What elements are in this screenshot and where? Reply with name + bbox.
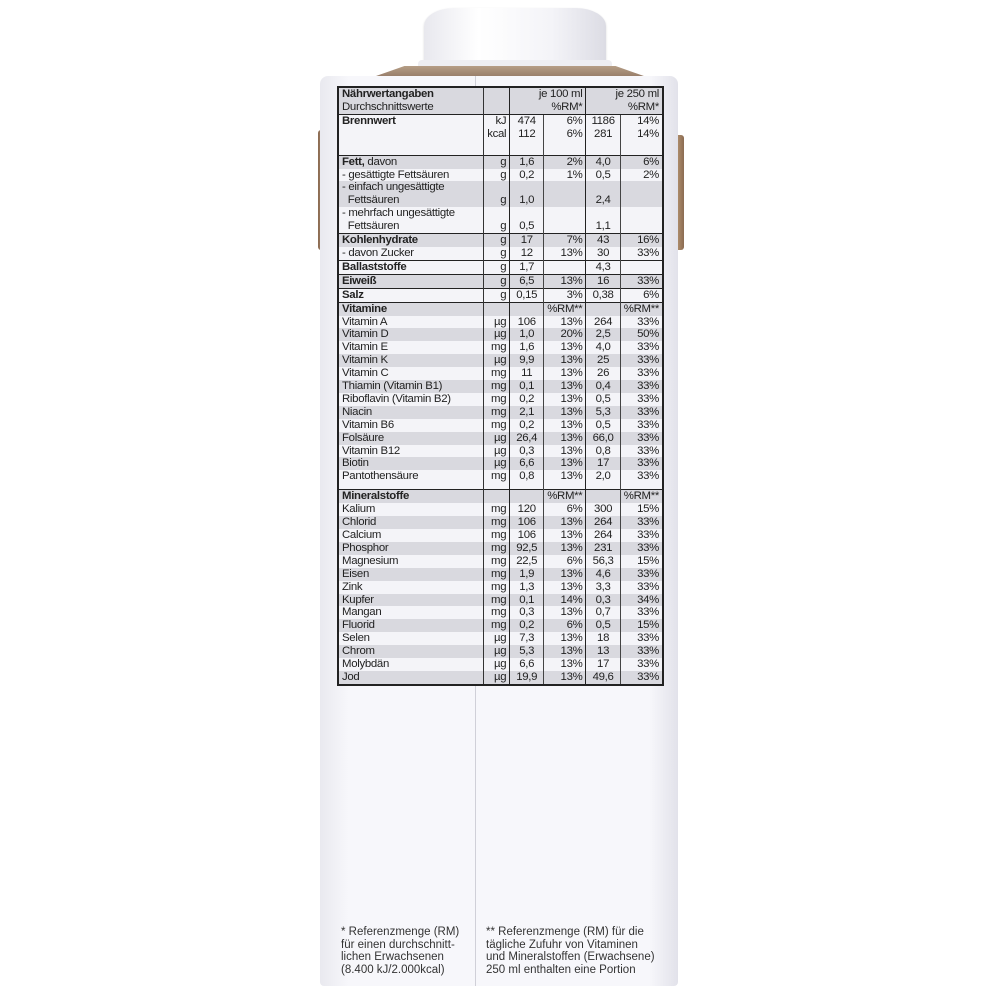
rm-250ml: 33%: [620, 542, 663, 555]
nutrient-name: Molybdän: [338, 658, 484, 671]
value-100ml: 0,2: [510, 393, 544, 406]
unit-cell: g: [484, 155, 510, 168]
table-row: [338, 419, 663, 432]
value-100ml: 0,1: [510, 594, 544, 607]
nutrient-name: Zink: [338, 581, 484, 594]
unit-cell: kcal: [484, 128, 510, 155]
table-title: Nährwertangaben Durchschnittswerte: [338, 87, 484, 114]
rm-100ml: %RM**: [544, 490, 586, 503]
rm-100ml: [544, 260, 586, 274]
rm-250ml: 33%: [620, 419, 663, 432]
table-row: [338, 155, 663, 168]
table-row: [338, 671, 663, 685]
value-250ml: 16: [586, 274, 620, 288]
rm-250ml: [620, 181, 663, 207]
footnote-line: lichen Erwachsenen: [341, 951, 444, 964]
nutrient-name: Vitamine: [338, 302, 484, 315]
rm-100ml: [544, 207, 586, 233]
rm-100ml: 13%: [544, 529, 586, 542]
unit-cell: g: [484, 234, 510, 247]
table-row: [338, 169, 663, 182]
value-250ml: 0,5: [586, 393, 620, 406]
value-100ml: 0,15: [510, 288, 544, 302]
value-250ml: 1186: [586, 114, 620, 127]
unit-cell: g: [484, 169, 510, 182]
table-row: [338, 516, 663, 529]
value-100ml: 0,2: [510, 419, 544, 432]
value-100ml: 1,9: [510, 568, 544, 581]
table-row: [338, 380, 663, 393]
nutrient-name: Thiamin (Vitamin B1): [338, 380, 484, 393]
rm-250ml: [620, 207, 663, 233]
unit-cell: mg: [484, 419, 510, 432]
nutrient-name: Pantothensäure: [338, 470, 484, 489]
value-100ml: 106: [510, 529, 544, 542]
value-250ml: 13: [586, 645, 620, 658]
rm-100ml: 13%: [544, 645, 586, 658]
value-250ml: 2,4: [586, 181, 620, 207]
rm-250ml: 33%: [620, 367, 663, 380]
nutrient-name: Folsäure: [338, 432, 484, 445]
unit-cell: µg: [484, 354, 510, 367]
value-100ml: 26,4: [510, 432, 544, 445]
nutrient-name: Mangan: [338, 606, 484, 619]
rm-100ml: 13%: [544, 274, 586, 288]
nutrition-table: [337, 86, 664, 686]
rm-250ml: [620, 260, 663, 274]
value-100ml: 112: [510, 128, 544, 155]
rm-250ml: 33%: [620, 632, 663, 645]
value-100ml: 6,6: [510, 457, 544, 470]
unit-cell: mg: [484, 581, 510, 594]
rm-100ml: 6%: [544, 503, 586, 516]
value-250ml: 264: [586, 516, 620, 529]
nutrient-name: Eisen: [338, 568, 484, 581]
rm-250ml: 34%: [620, 594, 663, 607]
rm-100ml: 13%: [544, 445, 586, 458]
value-100ml: 5,3: [510, 645, 544, 658]
footnote-line: (8.400 kJ/2.000kcal): [341, 963, 445, 976]
rm-100ml: 13%: [544, 568, 586, 581]
nutrient-name: Vitamin C: [338, 367, 484, 380]
rm-100ml: 13%: [544, 457, 586, 470]
table-row: [338, 234, 663, 247]
bottle-cap: [424, 8, 606, 66]
col-header-250ml: je 250 ml %RM*: [586, 87, 663, 114]
rm-250ml: 15%: [620, 503, 663, 516]
table-row: [338, 645, 663, 658]
table-row: [338, 606, 663, 619]
value-250ml: 264: [586, 316, 620, 329]
nutrient-name: Kalium: [338, 503, 484, 516]
value-100ml: 106: [510, 516, 544, 529]
value-250ml: 0,5: [586, 169, 620, 182]
rm-100ml: 13%: [544, 316, 586, 329]
rm-250ml: 15%: [620, 619, 663, 632]
rm-100ml: 6%: [544, 114, 586, 127]
nutrient-name: Fett, davon: [338, 155, 484, 168]
unit-cell: mg: [484, 367, 510, 380]
unit-cell: g: [484, 274, 510, 288]
rm-250ml: 33%: [620, 568, 663, 581]
nutrient-name: Vitamin B12: [338, 445, 484, 458]
rm-250ml: 33%: [620, 516, 663, 529]
value-100ml: 6,6: [510, 658, 544, 671]
rm-250ml: 6%: [620, 288, 663, 302]
unit-cell: mg: [484, 594, 510, 607]
unit-cell: mg: [484, 470, 510, 489]
unit-cell: µg: [484, 671, 510, 685]
value-250ml: 18: [586, 632, 620, 645]
nutrient-name: Fluorid: [338, 619, 484, 632]
table-row: [338, 302, 663, 315]
value-100ml: 0,8: [510, 470, 544, 489]
table-row: [338, 432, 663, 445]
table-row: [338, 207, 663, 233]
nutrient-name: Eiweiß: [338, 274, 484, 288]
footnote-line: tägliche Zufuhr von Vitaminen: [486, 938, 638, 951]
rm-250ml: 33%: [620, 606, 663, 619]
value-100ml: 1,0: [510, 328, 544, 341]
value-100ml: 120: [510, 503, 544, 516]
value-250ml: 3,3: [586, 581, 620, 594]
unit-cell: mg: [484, 568, 510, 581]
rm-250ml: 33%: [620, 380, 663, 393]
table-row: [338, 393, 663, 406]
rm-100ml: [544, 181, 586, 207]
value-100ml: 0,3: [510, 606, 544, 619]
nutrient-name: Calcium: [338, 529, 484, 542]
value-250ml: 4,0: [586, 341, 620, 354]
rm-250ml: 33%: [620, 457, 663, 470]
unit-header: [484, 87, 510, 114]
unit-cell: g: [484, 181, 510, 207]
footnote-line: * Referenzmenge (RM): [341, 926, 460, 938]
rm-250ml: 6%: [620, 155, 663, 168]
rm-100ml: 14%: [544, 594, 586, 607]
value-250ml: 2,5: [586, 328, 620, 341]
unit-cell: mg: [484, 341, 510, 354]
rm-250ml: 14%: [620, 128, 663, 155]
rm-100ml: 2%: [544, 155, 586, 168]
unit-cell: mg: [484, 516, 510, 529]
rm-100ml: 3%: [544, 288, 586, 302]
footnote-line: für einen durchschnitt-: [341, 938, 455, 951]
footnote-line: und Mineralstoffen (Erwachsene): [486, 951, 655, 964]
rm-100ml: 13%: [544, 658, 586, 671]
unit-cell: mg: [484, 542, 510, 555]
rm-250ml: 33%: [620, 529, 663, 542]
rm-100ml: 6%: [544, 128, 586, 155]
rm-100ml: 13%: [544, 380, 586, 393]
rm-100ml: 13%: [544, 354, 586, 367]
nutrient-name: Ballaststoffe: [338, 260, 484, 274]
value-100ml: 12: [510, 247, 544, 260]
unit-cell: mg: [484, 555, 510, 568]
table-row: [338, 128, 663, 155]
unit-cell: µg: [484, 316, 510, 329]
table-row: [338, 568, 663, 581]
nutrient-name: Brennwert: [338, 114, 484, 127]
table-row: [338, 247, 663, 260]
nutrient-name: Kupfer: [338, 594, 484, 607]
value-250ml: 0,7: [586, 606, 620, 619]
value-250ml: 281: [586, 128, 620, 155]
table-row: [338, 260, 663, 274]
value-100ml: 1,6: [510, 155, 544, 168]
value-250ml: 264: [586, 529, 620, 542]
rm-100ml: 13%: [544, 341, 586, 354]
table-row: [338, 490, 663, 503]
unit-cell: µg: [484, 645, 510, 658]
value-250ml: 1,1: [586, 207, 620, 233]
value-100ml: 11: [510, 367, 544, 380]
value-100ml: 1,6: [510, 341, 544, 354]
unit-cell: g: [484, 207, 510, 233]
nutrient-name: - mehrfach ungesättigte Fettsäuren: [338, 207, 484, 233]
unit-cell: mg: [484, 406, 510, 419]
unit-cell: µg: [484, 658, 510, 671]
table-row: [338, 367, 663, 380]
value-250ml: 0,3: [586, 594, 620, 607]
rm-250ml: 33%: [620, 316, 663, 329]
unit-cell: g: [484, 288, 510, 302]
rm-250ml: 33%: [620, 470, 663, 489]
rm-250ml: 33%: [620, 581, 663, 594]
unit-cell: mg: [484, 503, 510, 516]
rm-100ml: 13%: [544, 542, 586, 555]
rm-250ml: 2%: [620, 169, 663, 182]
rm-100ml: 1%: [544, 169, 586, 182]
rm-100ml: 13%: [544, 432, 586, 445]
rm-100ml: 13%: [544, 367, 586, 380]
value-250ml: 5,3: [586, 406, 620, 419]
value-100ml: 7,3: [510, 632, 544, 645]
value-100ml: 6,5: [510, 274, 544, 288]
nutrient-name: Magnesium: [338, 555, 484, 568]
rm-100ml: 13%: [544, 419, 586, 432]
nutrient-name: - einfach ungesättigte Fettsäuren: [338, 181, 484, 207]
table-row: [338, 445, 663, 458]
rm-250ml: 33%: [620, 671, 663, 685]
col-header-100ml: je 100 ml %RM*: [510, 87, 586, 114]
rm-250ml: 33%: [620, 658, 663, 671]
value-100ml: 106: [510, 316, 544, 329]
value-100ml: 0,2: [510, 169, 544, 182]
footnote-reference-adult: [341, 926, 481, 976]
footnote-reference-vitamins: [486, 926, 666, 976]
value-100ml: 17: [510, 234, 544, 247]
nutrient-name: - davon Zucker: [338, 247, 484, 260]
unit-cell: g: [484, 247, 510, 260]
value-250ml: 30: [586, 247, 620, 260]
table-row: [338, 581, 663, 594]
table-row: [338, 328, 663, 341]
nutrient-name: Phosphor: [338, 542, 484, 555]
nutrient-name: Selen: [338, 632, 484, 645]
value-100ml: 1,0: [510, 181, 544, 207]
value-250ml: 43: [586, 234, 620, 247]
rm-250ml: 33%: [620, 393, 663, 406]
value-250ml: 4,6: [586, 568, 620, 581]
nutrient-name: - gesättigte Fettsäuren: [338, 169, 484, 182]
value-250ml: 25: [586, 354, 620, 367]
value-100ml: [510, 490, 544, 503]
unit-cell: [484, 490, 510, 503]
rm-100ml: 13%: [544, 671, 586, 685]
value-250ml: 0,8: [586, 445, 620, 458]
table-row: [338, 542, 663, 555]
table-row: [338, 555, 663, 568]
value-100ml: 0,1: [510, 380, 544, 393]
rm-250ml: 14%: [620, 114, 663, 127]
value-250ml: 66,0: [586, 432, 620, 445]
rm-250ml: 33%: [620, 432, 663, 445]
value-100ml: 1,3: [510, 581, 544, 594]
nutrient-name: Vitamin D: [338, 328, 484, 341]
rm-100ml: 13%: [544, 393, 586, 406]
value-100ml: 22,5: [510, 555, 544, 568]
nutrient-name: Vitamin B6: [338, 419, 484, 432]
value-250ml: 17: [586, 457, 620, 470]
value-100ml: 0,3: [510, 445, 544, 458]
unit-cell: g: [484, 260, 510, 274]
rm-100ml: 13%: [544, 406, 586, 419]
value-250ml: 0,4: [586, 380, 620, 393]
nutrient-name: Biotin: [338, 457, 484, 470]
unit-cell: µg: [484, 632, 510, 645]
rm-250ml: 33%: [620, 341, 663, 354]
nutrient-name: Vitamin K: [338, 354, 484, 367]
value-250ml: 2,0: [586, 470, 620, 489]
rm-100ml: %RM**: [544, 302, 586, 315]
value-250ml: 17: [586, 658, 620, 671]
rm-100ml: 13%: [544, 247, 586, 260]
table-row: [338, 181, 663, 207]
rm-250ml: 33%: [620, 354, 663, 367]
nutrient-name: Vitamin A: [338, 316, 484, 329]
nutrient-name: Salz: [338, 288, 484, 302]
value-250ml: 4,0: [586, 155, 620, 168]
rm-100ml: 6%: [544, 555, 586, 568]
table-row: [338, 470, 663, 489]
footnote-line: ** Referenzmenge (RM) für die: [486, 926, 644, 938]
value-100ml: 0,2: [510, 619, 544, 632]
table-header-row: [338, 87, 663, 114]
nutrient-name: [338, 128, 484, 155]
table-row: [338, 341, 663, 354]
unit-cell: mg: [484, 619, 510, 632]
rm-100ml: 6%: [544, 619, 586, 632]
unit-cell: µg: [484, 432, 510, 445]
table-row: [338, 619, 663, 632]
rm-100ml: 20%: [544, 328, 586, 341]
nutrient-name: Niacin: [338, 406, 484, 419]
table-row: [338, 274, 663, 288]
nutrient-name: Chlorid: [338, 516, 484, 529]
table-row: [338, 529, 663, 542]
value-250ml: 26: [586, 367, 620, 380]
value-100ml: 9,9: [510, 354, 544, 367]
nutrient-name: Mineralstoffe: [338, 490, 484, 503]
value-250ml: 0,5: [586, 419, 620, 432]
rm-250ml: 50%: [620, 328, 663, 341]
table-row: [338, 354, 663, 367]
value-100ml: [510, 302, 544, 315]
nutrient-name: Vitamin E: [338, 341, 484, 354]
unit-cell: kJ: [484, 114, 510, 127]
unit-cell: mg: [484, 606, 510, 619]
rm-250ml: 33%: [620, 645, 663, 658]
value-100ml: 19,9: [510, 671, 544, 685]
rm-100ml: 13%: [544, 581, 586, 594]
table-row: [338, 632, 663, 645]
table-row: [338, 658, 663, 671]
rm-100ml: 13%: [544, 632, 586, 645]
unit-cell: mg: [484, 529, 510, 542]
table-row: [338, 288, 663, 302]
table-row: [338, 316, 663, 329]
value-250ml: 49,6: [586, 671, 620, 685]
rm-100ml: 7%: [544, 234, 586, 247]
rm-250ml: 33%: [620, 406, 663, 419]
rm-250ml: %RM**: [620, 490, 663, 503]
rm-250ml: %RM**: [620, 302, 663, 315]
rm-250ml: 33%: [620, 247, 663, 260]
value-100ml: 2,1: [510, 406, 544, 419]
rm-250ml: 15%: [620, 555, 663, 568]
table-row: [338, 503, 663, 516]
value-250ml: 231: [586, 542, 620, 555]
rm-100ml: 13%: [544, 470, 586, 489]
unit-cell: µg: [484, 328, 510, 341]
nutrient-name: Jod: [338, 671, 484, 685]
footnote-line: 250 ml enthalten eine Portion: [486, 963, 636, 976]
value-250ml: 4,3: [586, 260, 620, 274]
value-250ml: [586, 490, 620, 503]
rm-250ml: 33%: [620, 274, 663, 288]
unit-cell: mg: [484, 393, 510, 406]
rm-100ml: 13%: [544, 516, 586, 529]
value-100ml: 92,5: [510, 542, 544, 555]
unit-cell: µg: [484, 445, 510, 458]
unit-cell: mg: [484, 380, 510, 393]
value-100ml: 0,5: [510, 207, 544, 233]
value-250ml: 0,5: [586, 619, 620, 632]
rm-100ml: 13%: [544, 606, 586, 619]
table-row: [338, 406, 663, 419]
value-250ml: 0,38: [586, 288, 620, 302]
value-100ml: 474: [510, 114, 544, 127]
value-250ml: [586, 302, 620, 315]
table-row: [338, 594, 663, 607]
rm-250ml: 16%: [620, 234, 663, 247]
nutrient-name: Kohlenhydrate: [338, 234, 484, 247]
rm-250ml: 33%: [620, 445, 663, 458]
unit-cell: µg: [484, 457, 510, 470]
unit-cell: [484, 302, 510, 315]
value-250ml: 300: [586, 503, 620, 516]
nutrient-name: Riboflavin (Vitamin B2): [338, 393, 484, 406]
value-100ml: 1,7: [510, 260, 544, 274]
table-row: [338, 457, 663, 470]
nutrient-name: Chrom: [338, 645, 484, 658]
table-row: [338, 114, 663, 127]
value-250ml: 56,3: [586, 555, 620, 568]
